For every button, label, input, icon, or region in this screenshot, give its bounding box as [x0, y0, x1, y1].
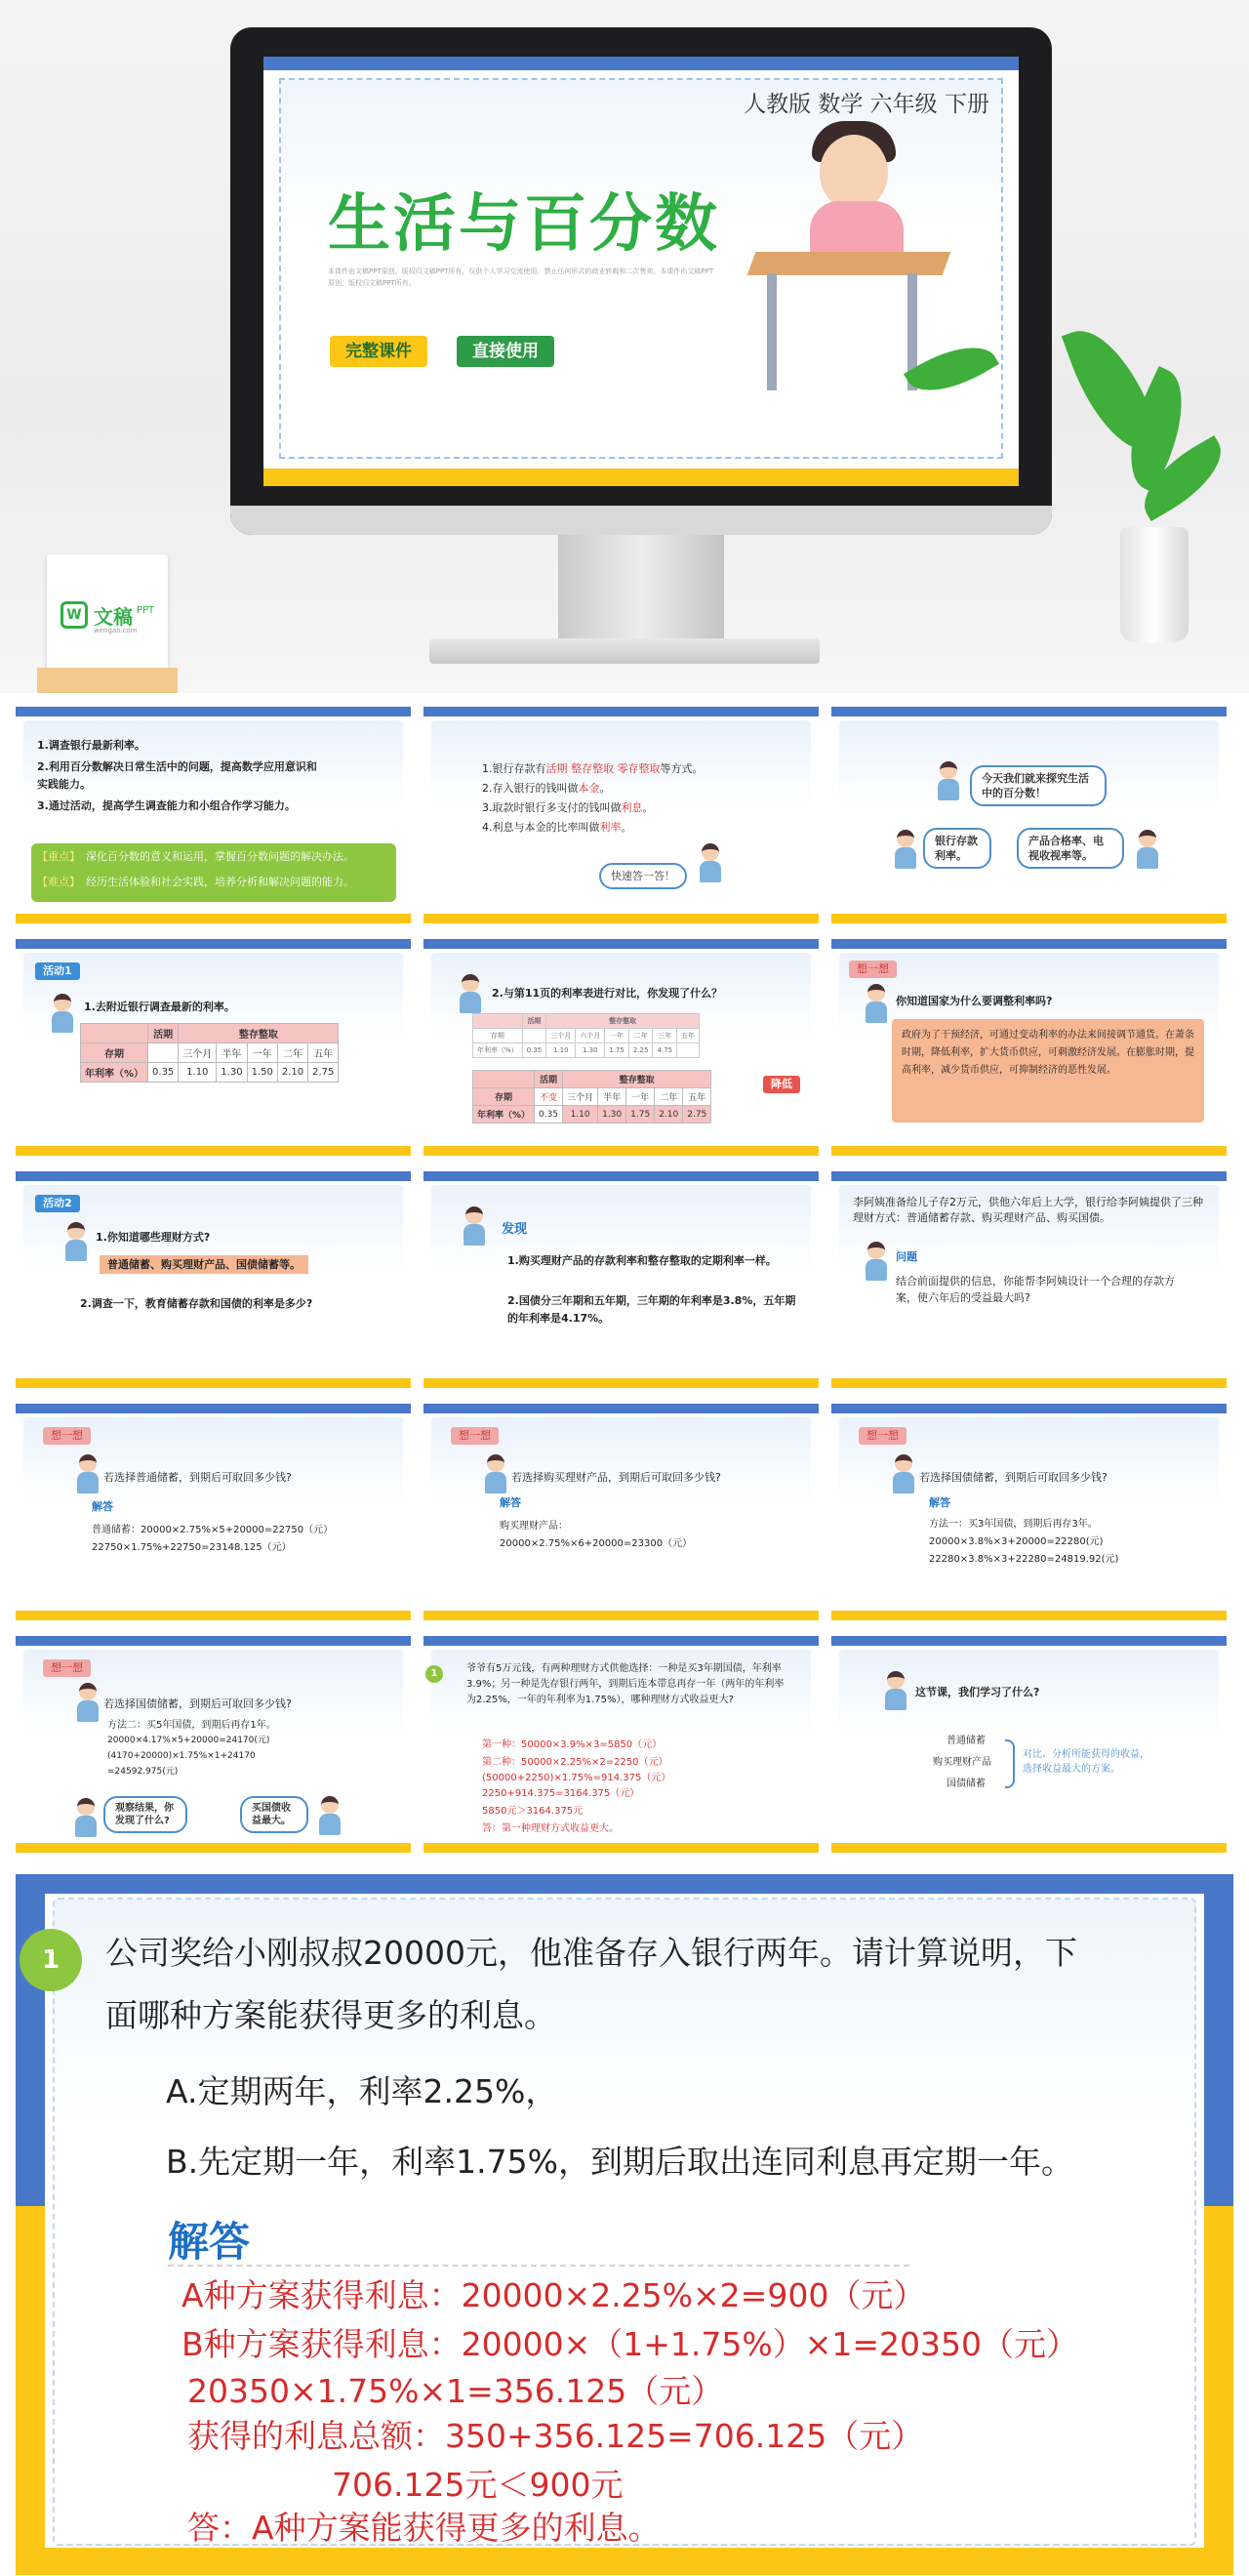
logo-ppt: PPT [137, 605, 155, 616]
answer-divider [168, 2265, 909, 2267]
savings-question: 若选择普通储蓄，到期后可取回多少钱? [103, 1471, 292, 1484]
table-cell: 三个月 [546, 1029, 576, 1043]
slide-inner [431, 1185, 811, 1374]
badge-direct: 直接使用 [457, 336, 554, 367]
question-number-badge: 1 [20, 1929, 82, 1991]
problem-intro: 李阿姨准备给儿子存2万元，供他六年后上大学，银行给李阿姨提供了三种理财方式：普通储蓄存款、购买理财产品、购买国债。 [853, 1196, 1203, 1224]
frame-side [1204, 1894, 1233, 2206]
girl-avatar [884, 1671, 907, 1710]
table-cell: 1.50 [247, 1063, 277, 1083]
activity-tag: 活动1 [35, 962, 80, 980]
edition-label: 人教版 数学 六年级 下册 [744, 92, 989, 117]
slide-inner [839, 720, 1219, 910]
speech-bubble: 今天我们就来探究生活中的百分数！ [970, 765, 1107, 806]
key-text: 深化百分数的意义和运用，掌握百分数问题的解决办法。 [86, 850, 354, 863]
boy-avatar [865, 1242, 888, 1281]
rate-table [80, 1023, 339, 1083]
table-cell [148, 1043, 179, 1063]
girl-avatar [459, 974, 482, 1013]
speech-bubble: 买国债收益最大。 [240, 1796, 308, 1833]
table-cell: 0.35 [535, 1106, 563, 1124]
problem-question: 结合前面提供的信息，你能帮李阿姨设计一个合理的存款方案，使六年后的受益最大吗? [896, 1275, 1175, 1304]
question-line-2: 面哪种方案能获得更多的利息。 [105, 1996, 556, 2034]
boy-avatar [699, 843, 722, 882]
summary-question: 这节课，我们学习了什么? [915, 1686, 1040, 1698]
answer-line: 20000×4.17%×5+20000=24170(元) [107, 1736, 270, 1745]
table-header [473, 1071, 535, 1088]
table-cell: 不变 [535, 1088, 563, 1106]
discovery-line-2: 2.国债分三年期和五年期，三年期的年利率是3.8%，五年期的年利率是4.17%。 [507, 1294, 796, 1325]
table-cell: 2.25 [628, 1043, 653, 1058]
objective-line: 2.利用百分数解决日常生活中的问题，提高数学应用意识和 [37, 760, 317, 773]
summary-brace [1005, 1739, 1015, 1788]
new-rate-table [472, 1070, 711, 1124]
option-a: A.定期两年，利率2.25%， [166, 2072, 558, 2110]
table-cell: 存期 [473, 1029, 523, 1043]
option-b: B.先定期一年，利率1.75%，到期后取出连同利息再定期一年。 [166, 2143, 1073, 2181]
monitor [230, 27, 1052, 535]
answer-line: 20000×2.75%×6+20000=23300（元） [500, 1538, 693, 1549]
answer-line: 方法二：买5年国债，到期后再存1年。 [107, 1720, 276, 1731]
table-cell: 二年 [277, 1043, 307, 1063]
slide-exercise-large [16, 1874, 1233, 2575]
student-face [820, 135, 888, 211]
think-tag: 想一想 [859, 1427, 907, 1445]
answer-line: A种方案获得利息：20000×2.25%×2=900（元） [181, 2276, 926, 2314]
question-number: 1 [425, 1665, 443, 1683]
objective-line: 3.通过活动，提高学生调查能力和小组合作学习能力。 [37, 799, 296, 812]
table-cell: 4.75 [653, 1043, 677, 1058]
answer-label: 解答 [929, 1496, 950, 1509]
answer-line: 20350×1.75%×1=356.125（元） [187, 2372, 724, 2410]
think-tag: 想一想 [43, 1659, 91, 1677]
review-line-1: 1.银行存款有活期 整存整取 零存整取等方式。 [482, 762, 704, 775]
objective-line: 实践能力。 [37, 778, 91, 791]
compare-title: 2.与第11页的利率表进行对比，你发现了什么？ [492, 987, 723, 1000]
answer-line: 20000×3.8%×3+20000=22280(元) [929, 1536, 1104, 1547]
table-cell: 1.10 [563, 1106, 598, 1124]
answer-line: 购买理财产品： [500, 1521, 568, 1532]
boy-avatar [64, 1222, 88, 1261]
review-line-4: 4.利息与本金的比率叫做利率。 [482, 821, 632, 834]
table-cell: 1.75 [626, 1106, 655, 1124]
table-cell: 半年 [598, 1088, 626, 1106]
table-cell: 2.75 [683, 1106, 711, 1124]
boy-avatar [76, 1454, 100, 1493]
cover-hero [0, 0, 1249, 693]
girl-avatar [74, 1798, 98, 1837]
slide-bond-2 [16, 1636, 411, 1853]
table-row-label: 年利率（%） [473, 1106, 535, 1124]
table-header: 活期 [148, 1024, 179, 1043]
answer-label: 解答 [500, 1496, 521, 1509]
answer-line: 方法一：买3年国债，到期后再存3年。 [929, 1519, 1098, 1530]
activity-q2: 2.调查一下，教育储蓄存款和国债的利率是多少? [80, 1297, 313, 1310]
answer-line: 22750×1.75%+22750=23148.125（元） [92, 1542, 292, 1553]
slide-think-rate [831, 939, 1227, 1156]
activity-a1: 普通储蓄、购买理财产品、国债储蓄等。 [100, 1255, 308, 1274]
table-cell: 2.10 [655, 1106, 683, 1124]
table-row-label: 年利率（%） [81, 1063, 148, 1083]
girl-avatar [51, 994, 74, 1033]
table-cell: 2.10 [277, 1063, 307, 1083]
boy-avatar [318, 1796, 342, 1835]
table-cell: 三个月 [179, 1043, 217, 1063]
think-tag: 想一想 [849, 961, 897, 978]
answer-heading: 解答 [168, 2218, 251, 2266]
table-cell: 1.30 [598, 1106, 626, 1124]
table-header: 活期 [522, 1014, 546, 1029]
objective-line: 1.调查银行最新利率。 [37, 739, 145, 752]
answer-text: 政府为了干预经济，可通过变动利率的办法来间接调节通货。在萧条时期，降低利率，扩大货币供应，可刺激经济发展。在膨胀时期，提高利率，减少货币供应，可抑制经济的恶性发展。 [902, 1030, 1194, 1076]
girl-avatar [894, 830, 917, 869]
answer-line: 22280×3.8%×3+22280=24819.92(元) [929, 1554, 1119, 1565]
discovery-line-1: 1.购买理财产品的存款利率和整存整取的定期利率一样。 [507, 1254, 777, 1267]
frame-top [263, 57, 1019, 70]
monitor-foot [429, 638, 820, 664]
slide-activity1 [16, 939, 411, 1156]
practice-answer: 答：第一种理财方式收益更大。 [482, 1823, 619, 1834]
table-cell: 六个月 [576, 1029, 605, 1043]
problem-label: 问题 [896, 1250, 917, 1263]
answer-line: (4170+20000)×1.75%×1+24170 [107, 1751, 256, 1761]
slide-savings [16, 1404, 411, 1620]
summary-item: 普通储蓄 [947, 1736, 986, 1746]
cover-slide [263, 57, 1019, 486]
table-cell: 三个月 [563, 1088, 598, 1106]
speech-bubble: 观察结果，你发现了什么? [103, 1796, 187, 1833]
badge-complete: 完整课件 [330, 336, 427, 367]
table-cell: 二年 [655, 1088, 683, 1106]
table-cell: 一年 [626, 1088, 655, 1106]
slide-inner [839, 1417, 1219, 1607]
practice-answer: 5850元＞3164.375元 [482, 1806, 584, 1817]
table-header: 存期 [81, 1043, 148, 1063]
practice-answer: 第一种：50000×3.9%×3=5850（元） [482, 1739, 663, 1750]
table-header: 整存整取 [563, 1071, 711, 1088]
table-cell: 0.35 [148, 1063, 179, 1083]
answer-line: 获得的利息总额：350+356.125=706.125（元） [187, 2417, 924, 2455]
practice-answer: 2250+914.375=3164.375（元） [482, 1788, 640, 1799]
review-line-3: 3.取款时银行多支付的钱叫做利息。 [482, 801, 654, 814]
plant-pot [1120, 527, 1189, 642]
summary-item: 购买理财产品 [933, 1757, 991, 1768]
practice-answer: (50000+2250)×1.75%=914.375（元） [482, 1773, 671, 1783]
table-cell: 三年 [653, 1029, 677, 1043]
question-line-1: 公司奖给小刚叔叔20000元，他准备存入银行两年。请计算说明，下 [105, 1934, 1077, 1972]
girl-avatar [463, 1206, 486, 1246]
table-cell: 1.30 [217, 1063, 247, 1083]
boy-avatar [484, 1454, 507, 1493]
table-cell: 1.75 [605, 1043, 629, 1058]
product-question: 若选择购买理财产品，到期后可取回多少钱? [511, 1471, 721, 1484]
slide-problem [831, 1171, 1227, 1388]
monitor-stand [558, 535, 724, 642]
slide-inner [23, 1185, 403, 1374]
table-cell: 一年 [247, 1043, 277, 1063]
slide-practice [423, 1636, 819, 1853]
table-header: 整存整取 [179, 1024, 339, 1043]
summary-note: 对比、分析所能获得的收益，选择收益最大的方案。 [1023, 1749, 1149, 1775]
logo-url: wengao.com [94, 627, 138, 634]
table-cell: 2.75 [308, 1063, 339, 1083]
answer-line: B种方案获得利息：20000×（1+1.75%）×1=20350（元） [181, 2325, 1079, 2363]
slide-discovery [423, 1171, 819, 1388]
teacher-avatar [937, 761, 960, 800]
logo-icon: W [60, 601, 88, 629]
table-cell: 五年 [683, 1088, 711, 1106]
table-cell: 五年 [308, 1043, 339, 1063]
activity-title: 1.去附近银行调查最新的利率。 [84, 1001, 235, 1013]
answer-label: 解答 [92, 1500, 113, 1513]
slide-financial-product [423, 1404, 819, 1620]
table-header: 存期 [473, 1088, 535, 1106]
speech-bubble: 快速答一答！ [599, 863, 687, 889]
cover-title: 生活与百分数 [328, 188, 720, 261]
table-cell [522, 1029, 546, 1043]
slide-summary [831, 1636, 1227, 1853]
desk-leg [767, 273, 777, 390]
difficulty-label: 【难点】 [37, 876, 80, 888]
think-tag: 想一想 [451, 1427, 499, 1445]
cover-small-text: 本课件由文稿PPT原创，版权归文稿PPT所有，仅供个人学习交流使用，禁止任何形式的商业转载和二次售卖。本课件由文稿PPT原创，版权归文稿PPT所有。 [328, 267, 714, 287]
boy-avatar [892, 1454, 915, 1493]
logo-calendar [47, 554, 168, 675]
slide-intro [831, 707, 1227, 923]
frame-bottom [263, 469, 1019, 486]
table-header [473, 1014, 523, 1029]
answer-conclusion: 答：A种方案能获得更多的利息。 [187, 2509, 661, 2547]
key-label: 【重点】 [37, 850, 80, 863]
table-header: 活期 [535, 1071, 563, 1088]
speech-bubble: 银行存款利率。 [923, 828, 991, 869]
table-cell: 1.10 [179, 1063, 217, 1083]
table-cell: 半年 [217, 1043, 247, 1063]
table-cell: 五年 [677, 1029, 700, 1043]
bond-question: 若选择国债储蓄，到期后可取回多少钱? [103, 1697, 292, 1710]
boy-avatar [1136, 830, 1159, 869]
frame-side [16, 2206, 45, 2557]
table-cell: 0.35 [522, 1043, 546, 1058]
review-line-2: 2.存入银行的钱叫做本金。 [482, 782, 611, 795]
table-cell: 1.30 [576, 1043, 605, 1058]
teacher-avatar [865, 984, 888, 1023]
activity-tag: 活动2 [35, 1195, 80, 1212]
decrease-tag: 降低 [763, 1076, 800, 1093]
slide-activity2 [16, 1171, 411, 1388]
table-header [81, 1024, 148, 1043]
slide-compare [423, 939, 819, 1156]
table-cell: 一年 [605, 1029, 629, 1043]
slide-inner [23, 1417, 403, 1607]
frame-side [1204, 2206, 1233, 2557]
slide-objectives [16, 707, 411, 923]
table-row-label: 年利率（%） [473, 1043, 523, 1058]
difficulty-text: 经历生活体验和社会实践，培养分析和解决问题的能力。 [86, 876, 354, 888]
desk [747, 252, 951, 275]
slide-inner [431, 1417, 811, 1607]
slide-bond-1 [831, 1404, 1227, 1620]
calendar-base [37, 668, 178, 693]
slide-review [423, 707, 819, 923]
answer-line: 706.125元＜900元 [332, 2466, 624, 2504]
bond-question: 若选择国债储蓄，到期后可取回多少钱? [919, 1471, 1108, 1484]
summary-item: 国债储蓄 [947, 1779, 986, 1789]
think-question: 你知道国家为什么要调整利率吗? [896, 995, 1053, 1007]
boy-avatar [76, 1683, 100, 1722]
old-rate-table [472, 1013, 700, 1058]
answer-line: =24592.975(元) [107, 1767, 179, 1777]
answer-line: 普通储蓄：20000×2.75%×5+20000=22750（元） [92, 1525, 334, 1535]
monitor-chin [230, 506, 1052, 535]
discovery-heading: 发现 [502, 1222, 528, 1237]
table-cell: 二年 [628, 1029, 653, 1043]
speech-bubble: 产品合格率、电视收视率等。 [1017, 828, 1124, 869]
table-header: 整存整取 [546, 1014, 700, 1029]
logo-name: 文稿 [94, 605, 133, 629]
activity-q1: 1.你知道哪些理财方式? [96, 1231, 211, 1244]
think-tag: 想一想 [43, 1427, 91, 1445]
practice-question: 爷爷有5万元钱，有两种理财方式供他选择：一种是买3年期国债，年利率3.9%；另一种是先存银行两年，到期后连本带息再存一年（两年的年利率为2.25%，一年的年利率为1.75%），哪种理财方式收益更大? [466, 1663, 785, 1705]
practice-answer: 第二种：50000×2.25%×2=2250（元） [482, 1757, 668, 1768]
table-cell: 1.10 [546, 1043, 576, 1058]
